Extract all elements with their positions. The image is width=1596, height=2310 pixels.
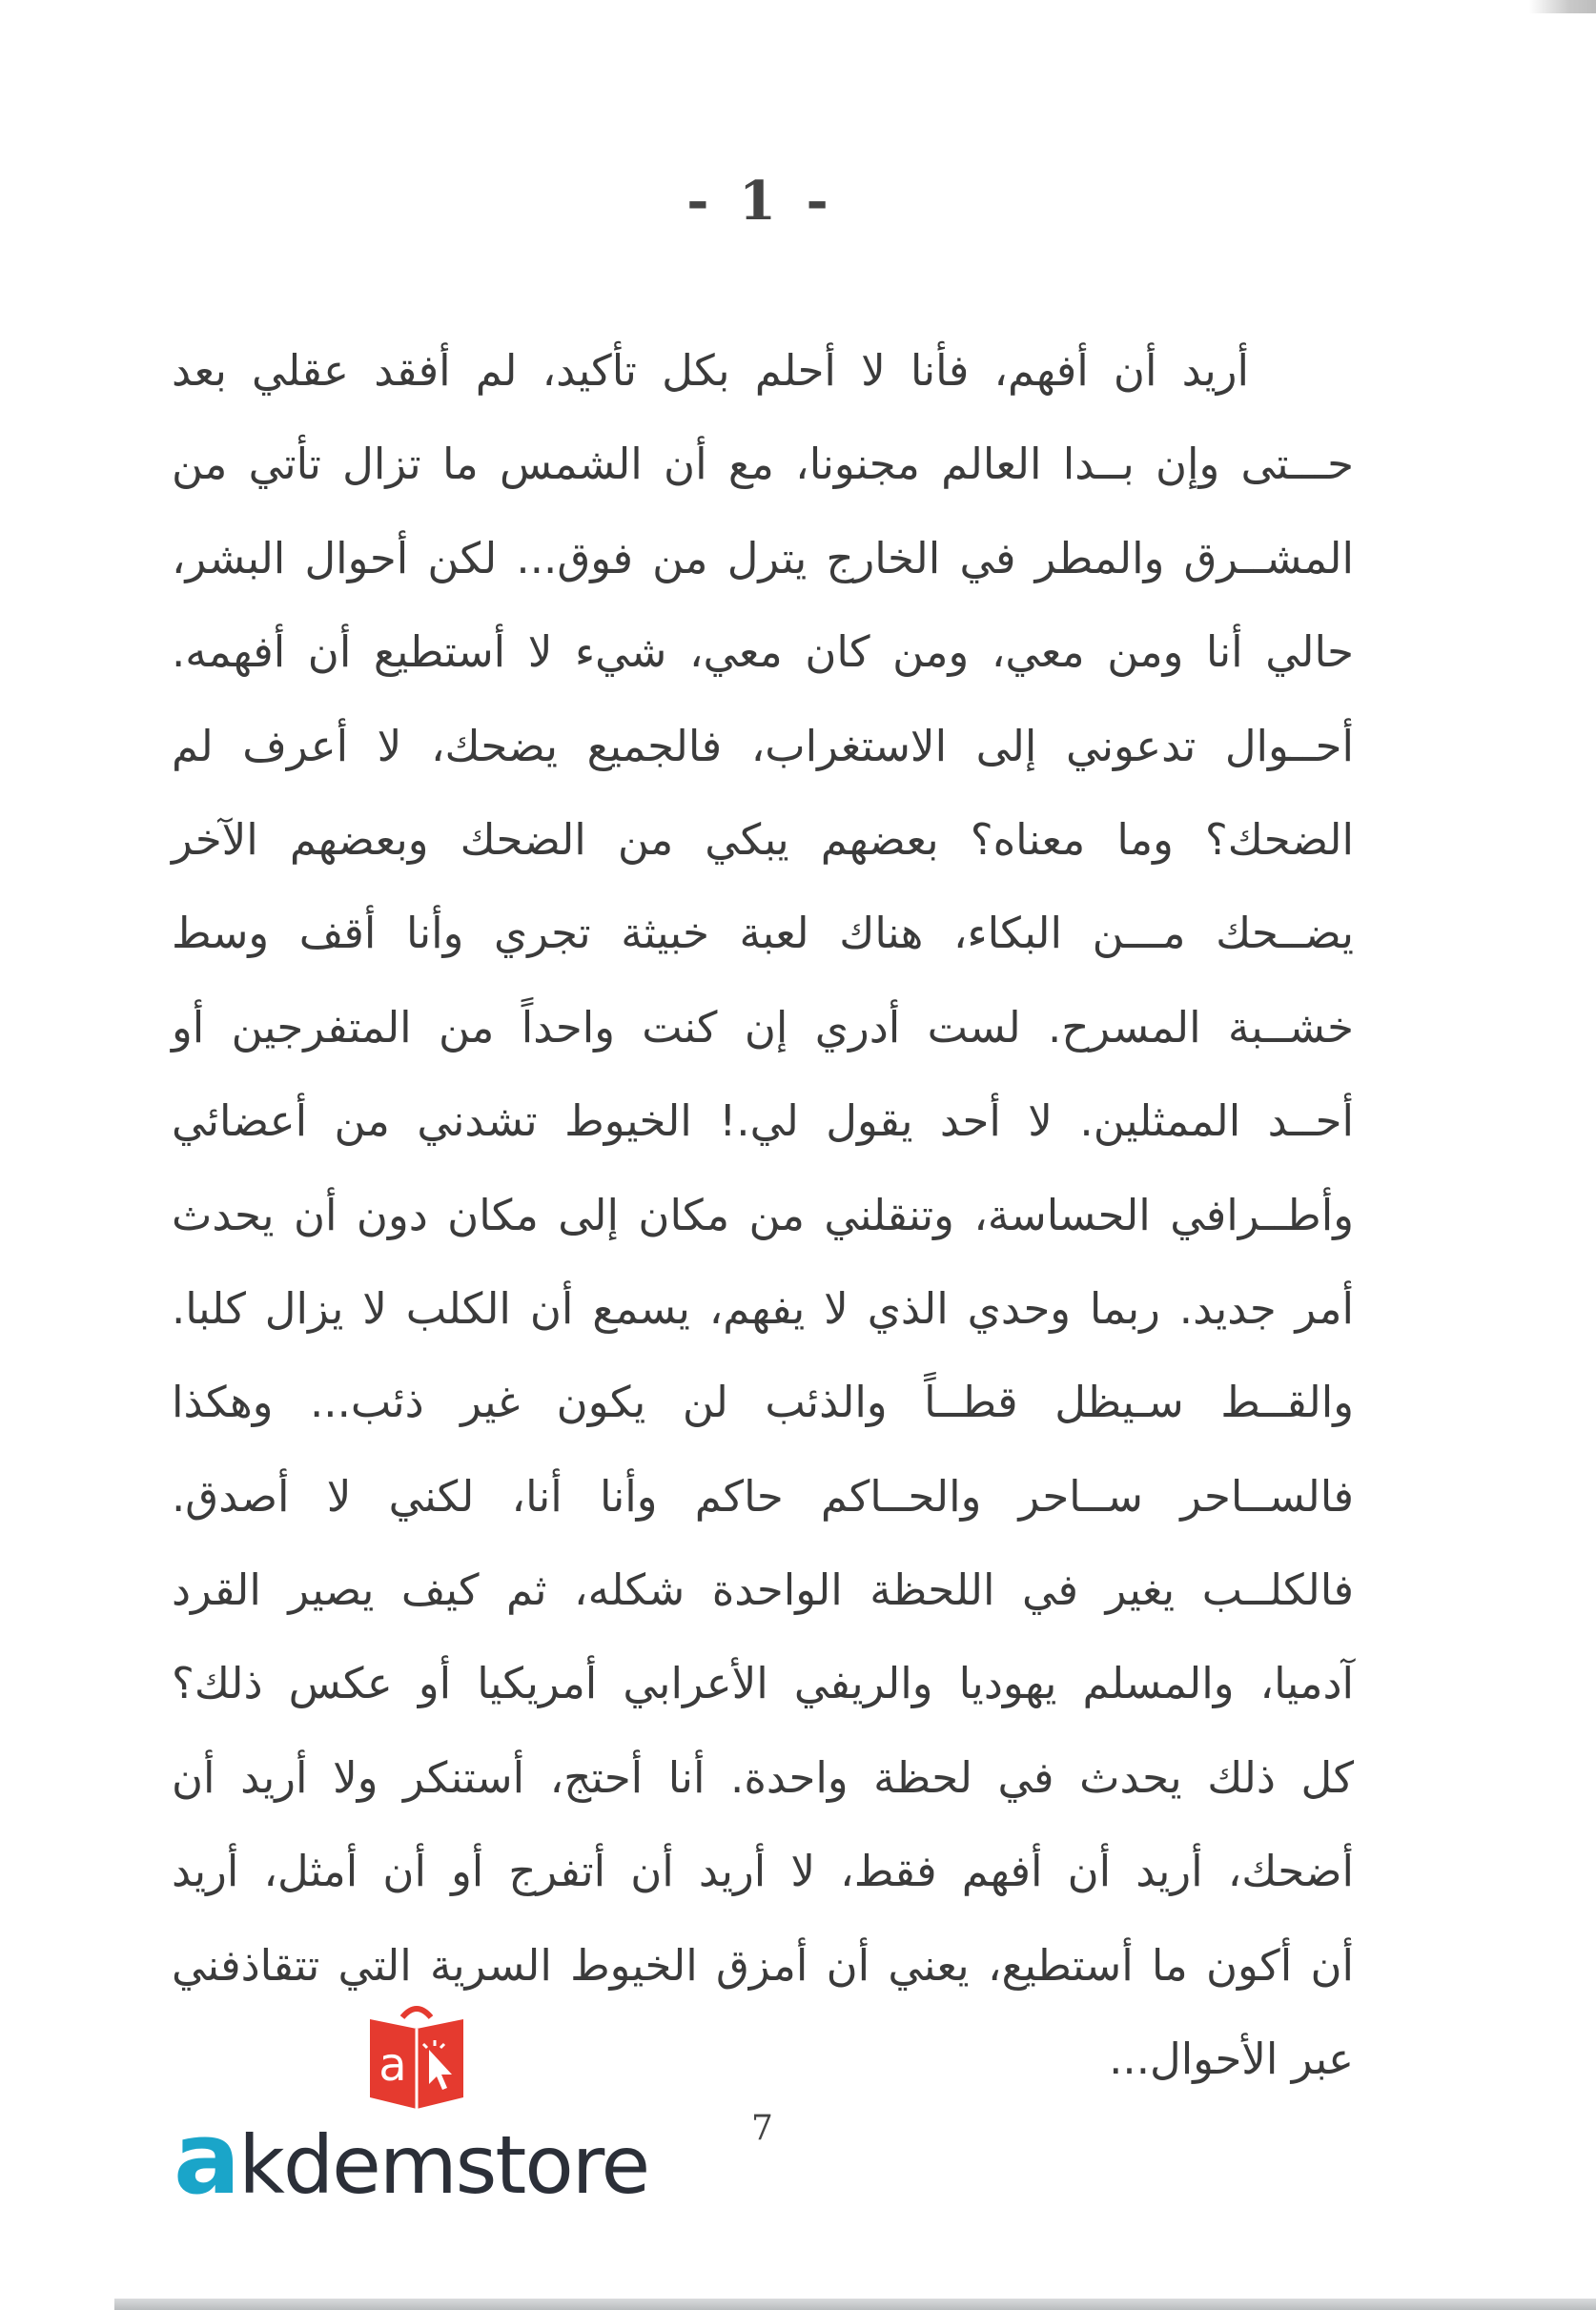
brand-letter-a: a <box>174 2100 239 2217</box>
brand-name <box>174 2100 649 2217</box>
scan-bottom-edge <box>114 2299 1596 2310</box>
text-line: حـــتى وإن بــدا العالم مجنونا، مع أن الشمس ما تزال تأتي من <box>172 439 1354 490</box>
page-number: 7 <box>751 2109 773 2148</box>
text-line: أن أكون ما أستطيع، يعني أن أمزق الخيوط السرية التي تتقاذفني <box>172 1939 1354 1991</box>
text-line: خشــبة المسرح. لست أدري إن كنت واحداً من المتفرجين أو <box>172 1001 1354 1053</box>
text-line: أحــوال تدعوني إلى الاستغراب، فالجميع يضحك، لا أعرف لم <box>172 720 1354 771</box>
text-line: عبر الأحوال... <box>1109 2034 1354 2085</box>
chapter-body-text <box>172 324 1354 2106</box>
text-line: وأطــرافي الحساسة، وتنقلني من مكان إلى مكان دون أن يحدث <box>172 1189 1354 1240</box>
scan-edge-shadow <box>1529 0 1596 13</box>
text-line: الضحك؟ وما معناه؟ بعضهم يبكي من الضحك وبعضهم الآخر <box>172 813 1354 865</box>
text-line: كل ذلك يحدث في لحظة واحدة. أنا أحتج، أستنكر ولا أريد أن <box>172 1751 1354 1803</box>
text-line: فالكلــب يغير في اللحظة الواحدة شكله، ثم كيف يصير القرد <box>172 1564 1354 1616</box>
text-line: المشــرق والمطر في الخارج يترل من فوق... لكن أحوال البشر، <box>172 532 1354 583</box>
text-line: يضــحك مـــن البكاء، هناك لعبة خبيثة تجري وأنا أقف وسط <box>172 908 1354 959</box>
svg-text:a: a <box>379 2038 407 2092</box>
text-line: آدميا، والمسلم يهوديا والريفي الأعرابي أمريكيا أو عكس ذلك؟ <box>172 1658 1354 1709</box>
text-line: فالســاحر ســاحر والحــاكم حاكم وأنا أنا، لكني لا أصدق. <box>172 1470 1354 1522</box>
chapter-number: - 1 - <box>686 170 834 233</box>
text-line: أضحك، أريد أن أفهم فقط، لا أريد أن أتفرج أو أن أمثل، أريد <box>172 1846 1354 1897</box>
text-line: أحــد الممثلين. لا أحد يقول لي.! الخيوط تشدني من أعضائي <box>172 1095 1354 1147</box>
akdemstore-logo <box>174 1998 669 2217</box>
text-line: حالي أنا ومن معي، ومن كان معي، شيء لا أستطيع أن أفهمه. <box>172 626 1354 678</box>
open-book-cursor-icon <box>364 1998 469 2113</box>
text-line: أريد أن أفهم، فأنا لا أحلم بكل تأكيد، لم أفقد عقلي بعد <box>172 345 1249 396</box>
text-line: والقــط سـيظل قطــاً والذئب لن يكون غير ذئب... وهكذا <box>172 1377 1354 1428</box>
brand-name-rest: kdemstore <box>238 2118 649 2212</box>
text-line: أمر جديد. ربما وحدي الذي لا يفهم، يسمع أن الكلب لا يزال كلبا. <box>172 1282 1354 1334</box>
